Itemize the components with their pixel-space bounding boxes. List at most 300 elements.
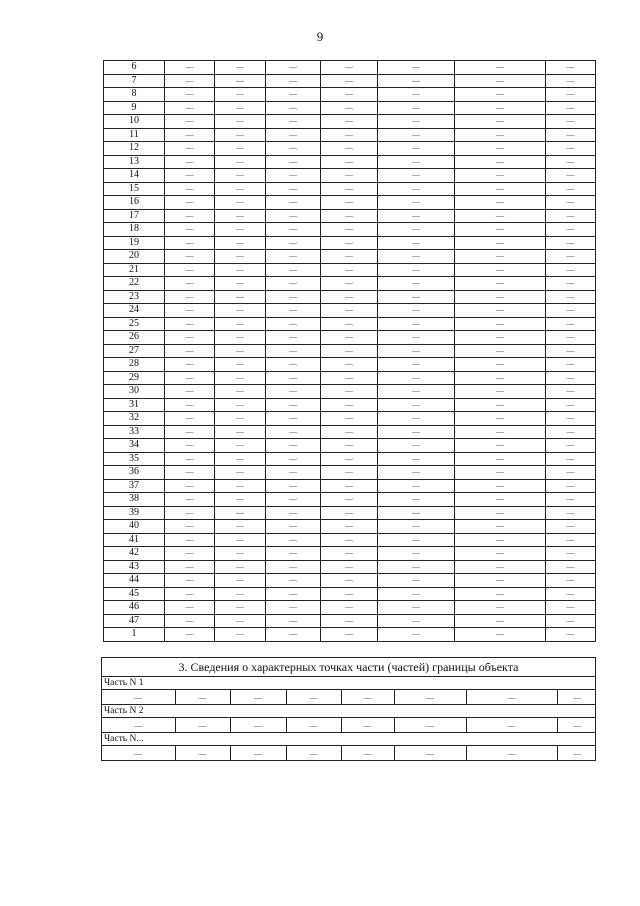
- empty-value-cell: —: [455, 250, 546, 264]
- empty-value-cell: —: [455, 142, 546, 156]
- point-number-cell: 46: [104, 601, 165, 615]
- empty-value-cell: —: [321, 358, 378, 372]
- point-number-cell: 25: [104, 317, 165, 331]
- empty-value-cell: —: [546, 223, 596, 237]
- empty-value-cell: —: [321, 479, 378, 493]
- point-number-cell: 27: [104, 344, 165, 358]
- empty-value-cell: —: [455, 317, 546, 331]
- empty-value-cell: —: [321, 155, 378, 169]
- empty-value-cell: —: [165, 88, 215, 102]
- table-row: [104, 196, 596, 210]
- empty-value-cell: —: [165, 533, 215, 547]
- empty-value-cell: —: [378, 142, 455, 156]
- empty-value-cell: —: [455, 506, 546, 520]
- empty-value-cell: —: [321, 520, 378, 534]
- empty-value-cell: —: [321, 560, 378, 574]
- empty-value-cell: —: [546, 479, 596, 493]
- point-number-cell: 19: [104, 236, 165, 250]
- empty-value-cell: —: [215, 614, 266, 628]
- empty-value-cell: —: [266, 533, 321, 547]
- empty-value-cell: —: [266, 398, 321, 412]
- empty-value-cell: —: [546, 304, 596, 318]
- empty-value-cell: —: [378, 574, 455, 588]
- empty-value-cell: —: [321, 290, 378, 304]
- empty-value-cell: —: [394, 746, 466, 760]
- point-number-cell: 20: [104, 250, 165, 264]
- table-row: [104, 439, 596, 453]
- empty-value-cell: —: [378, 182, 455, 196]
- point-number-cell: 17: [104, 209, 165, 223]
- empty-value-cell: —: [165, 439, 215, 453]
- empty-value-cell: —: [466, 746, 557, 760]
- empty-value-cell: —: [321, 466, 378, 480]
- point-number-cell: 10: [104, 115, 165, 129]
- empty-value-cell: —: [165, 479, 215, 493]
- empty-value-cell: —: [321, 142, 378, 156]
- empty-value-cell: —: [546, 520, 596, 534]
- empty-value-cell: —: [165, 250, 215, 264]
- empty-value-cell: —: [378, 628, 455, 642]
- empty-value-cell: —: [321, 533, 378, 547]
- table-row: [104, 628, 596, 642]
- empty-value-cell: —: [321, 128, 378, 142]
- empty-value-cell: —: [165, 61, 215, 75]
- empty-value-cell: —: [455, 479, 546, 493]
- empty-value-cell: —: [455, 304, 546, 318]
- empty-value-cell: —: [215, 250, 266, 264]
- point-number-cell: 16: [104, 196, 165, 210]
- empty-value-cell: —: [378, 250, 455, 264]
- empty-value-cell: —: [546, 155, 596, 169]
- empty-value-cell: —: [266, 155, 321, 169]
- empty-value-cell: —: [215, 115, 266, 129]
- empty-value-cell: —: [215, 196, 266, 210]
- empty-value-cell: —: [165, 614, 215, 628]
- empty-value-cell: —: [546, 547, 596, 561]
- empty-value-cell: —: [165, 371, 215, 385]
- point-number-cell: 31: [104, 398, 165, 412]
- empty-value-cell: —: [215, 277, 266, 291]
- empty-value-cell: —: [546, 115, 596, 129]
- empty-value-cell: —: [266, 142, 321, 156]
- empty-value-cell: —: [455, 61, 546, 75]
- empty-value-cell: —: [215, 236, 266, 250]
- point-number-cell: 26: [104, 331, 165, 345]
- empty-value-cell: —: [455, 371, 546, 385]
- empty-value-cell: —: [378, 358, 455, 372]
- empty-value-cell: —: [215, 425, 266, 439]
- empty-value-cell: —: [455, 398, 546, 412]
- empty-value-cell: —: [321, 182, 378, 196]
- empty-value-cell: —: [215, 169, 266, 183]
- empty-value-cell: —: [546, 250, 596, 264]
- empty-value-cell: —: [546, 74, 596, 88]
- empty-value-cell: —: [321, 587, 378, 601]
- empty-value-cell: —: [546, 466, 596, 480]
- empty-value-cell: —: [455, 128, 546, 142]
- empty-value-cell: —: [215, 479, 266, 493]
- empty-value-cell: —: [455, 560, 546, 574]
- empty-value-cell: —: [546, 169, 596, 183]
- empty-value-cell: —: [165, 520, 215, 534]
- empty-value-cell: —: [378, 155, 455, 169]
- empty-value-cell: —: [165, 169, 215, 183]
- empty-value-cell: —: [378, 128, 455, 142]
- empty-value-cell: —: [455, 182, 546, 196]
- empty-value-cell: —: [266, 250, 321, 264]
- empty-value-cell: —: [266, 304, 321, 318]
- empty-value-cell: —: [378, 101, 455, 115]
- point-number-cell: 29: [104, 371, 165, 385]
- empty-value-cell: —: [215, 412, 266, 426]
- table-row: [104, 371, 596, 385]
- boundary-points-table: [103, 60, 596, 642]
- empty-value-cell: —: [321, 371, 378, 385]
- table-row: [104, 452, 596, 466]
- empty-value-cell: —: [546, 533, 596, 547]
- empty-value-cell: —: [215, 452, 266, 466]
- empty-value-cell: —: [266, 385, 321, 399]
- empty-value-cell: —: [266, 169, 321, 183]
- empty-value-cell: —: [455, 412, 546, 426]
- empty-value-cell: —: [165, 466, 215, 480]
- empty-value-cell: —: [378, 614, 455, 628]
- empty-value-cell: —: [546, 196, 596, 210]
- empty-value-cell: —: [165, 142, 215, 156]
- empty-value-cell: —: [546, 142, 596, 156]
- empty-value-cell: —: [378, 371, 455, 385]
- table-row: [104, 101, 596, 115]
- empty-value-cell: —: [341, 718, 394, 732]
- table-row: [104, 601, 596, 615]
- empty-value-cell: —: [546, 560, 596, 574]
- empty-value-cell: —: [321, 101, 378, 115]
- empty-value-cell: —: [165, 547, 215, 561]
- empty-value-cell: —: [321, 385, 378, 399]
- empty-value-cell: —: [378, 601, 455, 615]
- point-number-cell: 35: [104, 452, 165, 466]
- empty-value-cell: —: [455, 209, 546, 223]
- empty-value-cell: —: [378, 61, 455, 75]
- table-row: [104, 560, 596, 574]
- table-row: [104, 412, 596, 426]
- empty-value-cell: —: [378, 74, 455, 88]
- empty-value-cell: —: [321, 196, 378, 210]
- empty-value-cell: —: [215, 628, 266, 642]
- table-row: [104, 331, 596, 345]
- table-row: [104, 398, 596, 412]
- table-row: [104, 547, 596, 561]
- empty-value-cell: —: [215, 601, 266, 615]
- empty-value-cell: —: [378, 88, 455, 102]
- empty-value-cell: —: [266, 115, 321, 129]
- empty-value-cell: —: [321, 61, 378, 75]
- table-row: [104, 182, 596, 196]
- empty-value-cell: —: [321, 574, 378, 588]
- empty-value-cell: —: [455, 169, 546, 183]
- empty-value-cell: —: [321, 493, 378, 507]
- empty-value-cell: —: [266, 601, 321, 615]
- table-row: [104, 290, 596, 304]
- point-number-cell: 44: [104, 574, 165, 588]
- empty-value-cell: —: [266, 209, 321, 223]
- empty-value-cell: —: [321, 614, 378, 628]
- table-row: [104, 169, 596, 183]
- empty-value-cell: —: [378, 236, 455, 250]
- empty-value-cell: —: [546, 601, 596, 615]
- empty-value-cell: —: [455, 601, 546, 615]
- empty-value-cell: —: [175, 718, 230, 732]
- empty-value-cell: —: [102, 690, 175, 704]
- empty-value-cell: —: [165, 398, 215, 412]
- empty-value-cell: —: [394, 718, 466, 732]
- parts-points-section: [101, 657, 596, 761]
- table-row: [104, 115, 596, 129]
- empty-value-cell: —: [378, 479, 455, 493]
- point-number-cell: 28: [104, 358, 165, 372]
- point-number-cell: 30: [104, 385, 165, 399]
- empty-value-cell: —: [215, 142, 266, 156]
- table-row: [104, 88, 596, 102]
- empty-value-cell: —: [378, 277, 455, 291]
- empty-value-cell: —: [266, 236, 321, 250]
- empty-value-cell: —: [378, 209, 455, 223]
- empty-value-cell: —: [321, 317, 378, 331]
- empty-value-cell: —: [378, 425, 455, 439]
- empty-value-cell: —: [455, 223, 546, 237]
- empty-value-cell: —: [175, 690, 230, 704]
- empty-value-cell: —: [165, 425, 215, 439]
- empty-value-cell: —: [165, 331, 215, 345]
- empty-value-cell: —: [165, 128, 215, 142]
- empty-value-cell: —: [321, 115, 378, 129]
- empty-value-cell: —: [321, 263, 378, 277]
- empty-value-cell: —: [266, 196, 321, 210]
- empty-value-cell: —: [455, 439, 546, 453]
- empty-value-cell: —: [455, 452, 546, 466]
- empty-value-cell: —: [546, 209, 596, 223]
- point-number-cell: 45: [104, 587, 165, 601]
- empty-value-cell: —: [266, 61, 321, 75]
- empty-value-cell: —: [215, 560, 266, 574]
- empty-value-cell: —: [321, 236, 378, 250]
- empty-value-cell: —: [165, 344, 215, 358]
- empty-value-cell: —: [378, 344, 455, 358]
- empty-value-cell: —: [286, 746, 341, 760]
- empty-value-cell: —: [266, 412, 321, 426]
- empty-value-cell: —: [266, 344, 321, 358]
- table-row: [104, 142, 596, 156]
- empty-value-cell: —: [378, 263, 455, 277]
- empty-value-cell: —: [215, 223, 266, 237]
- empty-value-cell: —: [321, 223, 378, 237]
- empty-value-cell: —: [321, 169, 378, 183]
- empty-value-cell: —: [215, 587, 266, 601]
- empty-value-cell: —: [557, 718, 597, 732]
- empty-value-cell: —: [321, 452, 378, 466]
- point-number-cell: 39: [104, 506, 165, 520]
- point-number-cell: 7: [104, 74, 165, 88]
- empty-value-cell: —: [321, 628, 378, 642]
- empty-value-cell: —: [378, 398, 455, 412]
- point-number-cell: 37: [104, 479, 165, 493]
- empty-value-cell: —: [321, 506, 378, 520]
- empty-value-cell: —: [546, 88, 596, 102]
- part-label: Часть N 1: [102, 677, 595, 690]
- table-row: [104, 277, 596, 291]
- empty-value-cell: —: [266, 101, 321, 115]
- empty-value-cell: —: [455, 236, 546, 250]
- empty-value-cell: —: [546, 101, 596, 115]
- table-row: [104, 304, 596, 318]
- empty-value-cell: —: [321, 304, 378, 318]
- empty-value-cell: —: [165, 574, 215, 588]
- point-number-cell: 23: [104, 290, 165, 304]
- empty-value-cell: —: [321, 277, 378, 291]
- empty-value-cell: —: [321, 74, 378, 88]
- page-number: 9: [316, 29, 324, 44]
- empty-value-cell: —: [165, 74, 215, 88]
- part-values-row: [102, 690, 597, 704]
- empty-value-cell: —: [266, 317, 321, 331]
- table-row: [104, 587, 596, 601]
- empty-value-cell: —: [455, 331, 546, 345]
- empty-value-cell: —: [378, 439, 455, 453]
- empty-value-cell: —: [165, 196, 215, 210]
- empty-value-cell: —: [215, 290, 266, 304]
- empty-value-cell: —: [266, 628, 321, 642]
- empty-value-cell: —: [266, 182, 321, 196]
- empty-value-cell: —: [455, 628, 546, 642]
- empty-value-cell: —: [455, 466, 546, 480]
- empty-value-cell: —: [165, 560, 215, 574]
- empty-value-cell: —: [266, 547, 321, 561]
- empty-value-cell: —: [215, 520, 266, 534]
- empty-value-cell: —: [266, 263, 321, 277]
- empty-value-cell: —: [546, 236, 596, 250]
- empty-value-cell: —: [266, 587, 321, 601]
- empty-value-cell: —: [546, 128, 596, 142]
- empty-value-cell: —: [378, 412, 455, 426]
- empty-value-cell: —: [378, 547, 455, 561]
- empty-value-cell: —: [266, 493, 321, 507]
- empty-value-cell: —: [266, 466, 321, 480]
- empty-value-cell: —: [165, 493, 215, 507]
- empty-value-cell: —: [215, 74, 266, 88]
- empty-value-cell: —: [266, 88, 321, 102]
- point-number-cell: 11: [104, 128, 165, 142]
- empty-value-cell: —: [321, 88, 378, 102]
- empty-value-cell: —: [455, 547, 546, 561]
- empty-value-cell: —: [321, 439, 378, 453]
- table-row: [104, 520, 596, 534]
- empty-value-cell: —: [215, 506, 266, 520]
- empty-value-cell: —: [546, 290, 596, 304]
- part-group: [102, 705, 595, 733]
- empty-value-cell: —: [266, 371, 321, 385]
- empty-value-cell: —: [102, 746, 175, 760]
- empty-value-cell: —: [321, 601, 378, 615]
- empty-value-cell: —: [378, 196, 455, 210]
- empty-value-cell: —: [378, 560, 455, 574]
- empty-value-cell: —: [165, 101, 215, 115]
- empty-value-cell: —: [321, 547, 378, 561]
- empty-value-cell: —: [455, 101, 546, 115]
- empty-value-cell: —: [378, 331, 455, 345]
- empty-value-cell: —: [455, 358, 546, 372]
- empty-value-cell: —: [546, 587, 596, 601]
- empty-value-cell: —: [455, 155, 546, 169]
- empty-value-cell: —: [230, 718, 286, 732]
- empty-value-cell: —: [341, 746, 394, 760]
- empty-value-cell: —: [546, 506, 596, 520]
- empty-value-cell: —: [215, 547, 266, 561]
- empty-value-cell: —: [102, 718, 175, 732]
- empty-value-cell: —: [455, 88, 546, 102]
- empty-value-cell: —: [215, 101, 266, 115]
- empty-value-cell: —: [321, 209, 378, 223]
- empty-value-cell: —: [546, 425, 596, 439]
- empty-value-cell: —: [165, 115, 215, 129]
- empty-value-cell: —: [266, 560, 321, 574]
- empty-value-cell: —: [215, 371, 266, 385]
- table-row: [104, 533, 596, 547]
- empty-value-cell: —: [215, 533, 266, 547]
- part-values-row: [102, 718, 597, 732]
- empty-value-cell: —: [378, 169, 455, 183]
- empty-value-cell: —: [215, 574, 266, 588]
- empty-value-cell: —: [546, 371, 596, 385]
- point-number-cell: 22: [104, 277, 165, 291]
- empty-value-cell: —: [378, 317, 455, 331]
- empty-value-cell: —: [230, 690, 286, 704]
- empty-value-cell: —: [266, 614, 321, 628]
- empty-value-cell: —: [165, 358, 215, 372]
- empty-value-cell: —: [165, 263, 215, 277]
- empty-value-cell: —: [215, 358, 266, 372]
- empty-value-cell: —: [230, 746, 286, 760]
- empty-value-cell: —: [266, 439, 321, 453]
- empty-value-cell: —: [378, 452, 455, 466]
- part-label: Часть N...: [102, 733, 595, 746]
- empty-value-cell: —: [175, 746, 230, 760]
- point-number-cell: 40: [104, 520, 165, 534]
- empty-value-cell: —: [466, 690, 557, 704]
- empty-value-cell: —: [165, 209, 215, 223]
- empty-value-cell: —: [165, 452, 215, 466]
- empty-value-cell: —: [215, 493, 266, 507]
- point-number-cell: 42: [104, 547, 165, 561]
- table-row: [104, 155, 596, 169]
- point-number-cell: 14: [104, 169, 165, 183]
- empty-value-cell: —: [266, 290, 321, 304]
- empty-value-cell: —: [215, 385, 266, 399]
- table-row: [104, 479, 596, 493]
- point-number-cell: 8: [104, 88, 165, 102]
- empty-value-cell: —: [165, 223, 215, 237]
- point-number-cell: 18: [104, 223, 165, 237]
- point-number-cell: 6: [104, 61, 165, 75]
- point-number-cell: 13: [104, 155, 165, 169]
- empty-value-cell: —: [378, 493, 455, 507]
- table-row: [104, 263, 596, 277]
- point-number-cell: 38: [104, 493, 165, 507]
- empty-value-cell: —: [378, 466, 455, 480]
- empty-value-cell: —: [546, 439, 596, 453]
- empty-value-cell: —: [165, 277, 215, 291]
- empty-value-cell: —: [455, 574, 546, 588]
- point-number-cell: 1: [104, 628, 165, 642]
